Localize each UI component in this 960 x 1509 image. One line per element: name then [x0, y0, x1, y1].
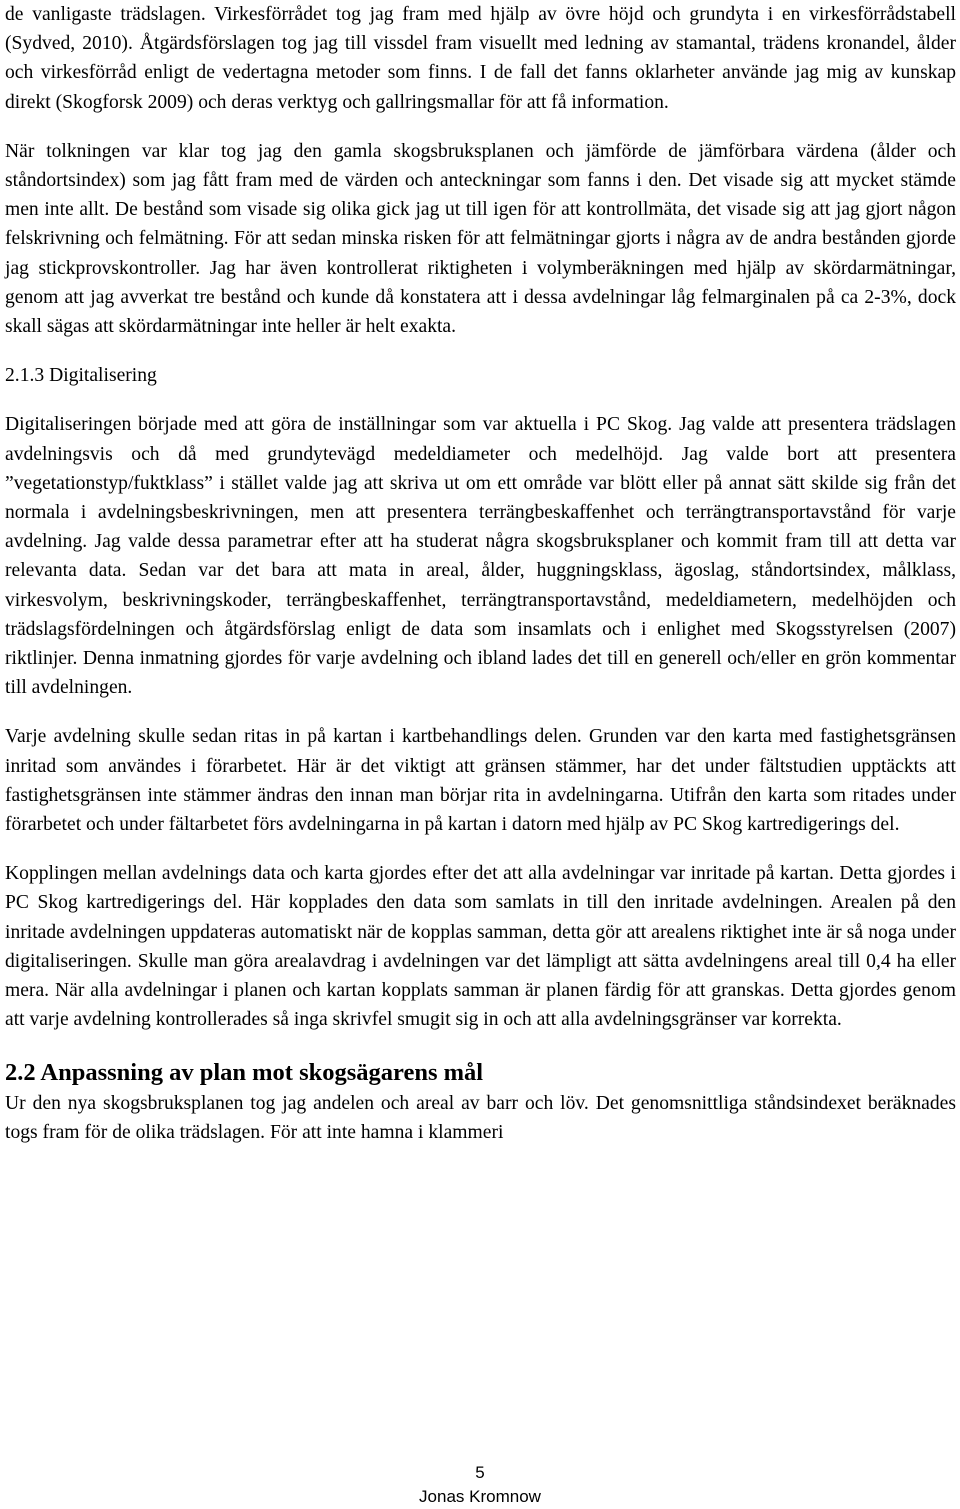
paragraph-spacer	[5, 702, 956, 722]
paragraph-spacer	[5, 839, 956, 859]
page-number: 5	[475, 1463, 485, 1482]
paragraph-spacer	[5, 117, 956, 137]
paragraph-spacer	[5, 390, 956, 410]
document-page	[5, 0, 956, 1147]
paragraph-spacer	[5, 341, 956, 361]
paragraph-comparison-old-plan: När tolkningen var klar tog jag den gamla skogsbruksplanen och jämförde de jämförbara värdena (ålder och ståndortsindex) som jag fått fram med de värden och anteckningar som fanns i den. Det visade sig att mycket stämde men inte allt. De bestånd som visade sig olika gick jag ut till igen för att kontrollmäta, det visade sig att jag gjort någon felskrivning och felmätning. För att sedan minska risken för att felmätningar gjorts i några av de andra bestånden gjorde jag stickprovskontroller. Jag har även kontrollerat riktigheten i volymberäkningen med hjälp av skördarmätningar, genom att jag avverkat tre bestånd och kunde då konstatera att i dessa avdelningar låg felmarginalen på ca 2-3%, dock skall sägas att skördarmätningar inte heller är helt exakta.	[5, 140, 956, 338]
paragraph-spacer	[5, 1035, 956, 1057]
paragraph-anpassning: Ur den nya skogsbruksplanen tog jag andelen och areal av barr och löv. Det genomsnittliga ståndsindexet beräknades togs fram för de olika trädslagen. För att inte hamna i klammeri	[5, 1092, 956, 1143]
paragraph-map-drawing: Varje avdelning skulle sedan ritas in på kartan i kartbehandlings delen. Grunden var den karta med fastighetsgränsen inritad som användes i förarbetet. Här är det viktigt att gränsen stämmer, har det under fältstudien upptäckts att fastighetsgränsen inte stämmer ändras den innan man börjar rita in avdelningarna. Utifrån den karta som ritades under förarbetet och under fältarbetet förs avdelningarna in på kartan i datorn med hjälp av PC Skog kartredigerings del.	[5, 726, 956, 836]
paragraph-volume-method: de vanligaste trädslagen. Virkesförrådet tog jag fram med hjälp av övre höjd och grundyta i en virkesförrådstabell (Sydved, 2010). Åtgärdsförslagen tog jag till vissdel fram visuellt med ledning av stamantal, trädens kronandel, ålder och virkesförråd enligt de vedertagna metoder som finns. I de fall det fanns oklarheter använde jag mig av kunskap direkt (Skogforsk 2009) och deras verktyg och gallringsmallar för att få information.	[5, 4, 956, 113]
paragraph-data-map-coupling: Kopplingen mellan avdelnings data och karta gjordes efter det att alla avdelningar var inritade på kartan. Detta gjordes i PC Skog kartredigerings del. Här kopplades den data som samlats in till den inritade avdelningen. Arealen på den inritade avdelningen uppdateras automatiskt när de kopplas samman, detta gör att arealens riktighet inte är så noga under digitaliseringen. Skulle man göra arealavdrag i avdelningen var det lämpligt att sätta avdelningens areal till 0,4 ha eller mera. När alla avdelningar i planen och kartan kopplats samman är planen färdig för att granskas. Detta gjordes genom att varje avdelning kontrollerades så inga skrivfel smugit sig in och att alla avdelningsgränser var korrekta.	[5, 863, 956, 1031]
section-heading-digitalisering: 2.1.3 Digitalisering	[5, 365, 157, 387]
paragraph-digitalisering: Digitaliseringen började med att göra de inställningar som var aktuella i PC Skog. Jag valde att presentera trädslagen avdelningsvis och då med grundytevägd medeldiameter och medelhöjd. Jag valde bort att presentera ”vegetationstyp/fuktklass” i stället valde jag att skriva ut om ett område var blött eller på annat sätt skilde sig från det normala i avdelningsbeskrivningen, men att presentera terrängbeskaffenhet och terrängtransportavstånd för varje avdelning. Jag valde dessa parametrar efter att ha studerat några skogsbruksplaner och kommit fram till att detta var relevanta data. Sedan var det bara att mata in areal, ålder, huggningsklass, ägoslag, ståndortsindex, målklass, virkesvolym, beskrivningskoder, terrängbeskaffenhet, terrängtransportavstånd, medeldiametern, medelhöjden och trädslagsfördelningen och åtgärdsförslag enligt de data som insamlats och i enlighet med Skogsstyrelsen (2007) riktlinjer. Denna inmatning gjordes för varje avdelning och ibland lades det till en generell och/eller en grön kommentar till avdelningen.	[5, 414, 956, 699]
section-heading-anpassning: 2.2 Anpassning av plan mot skogsägarens mål	[5, 1058, 484, 1086]
footer-author: Jonas Kromnow	[419, 1487, 541, 1506]
